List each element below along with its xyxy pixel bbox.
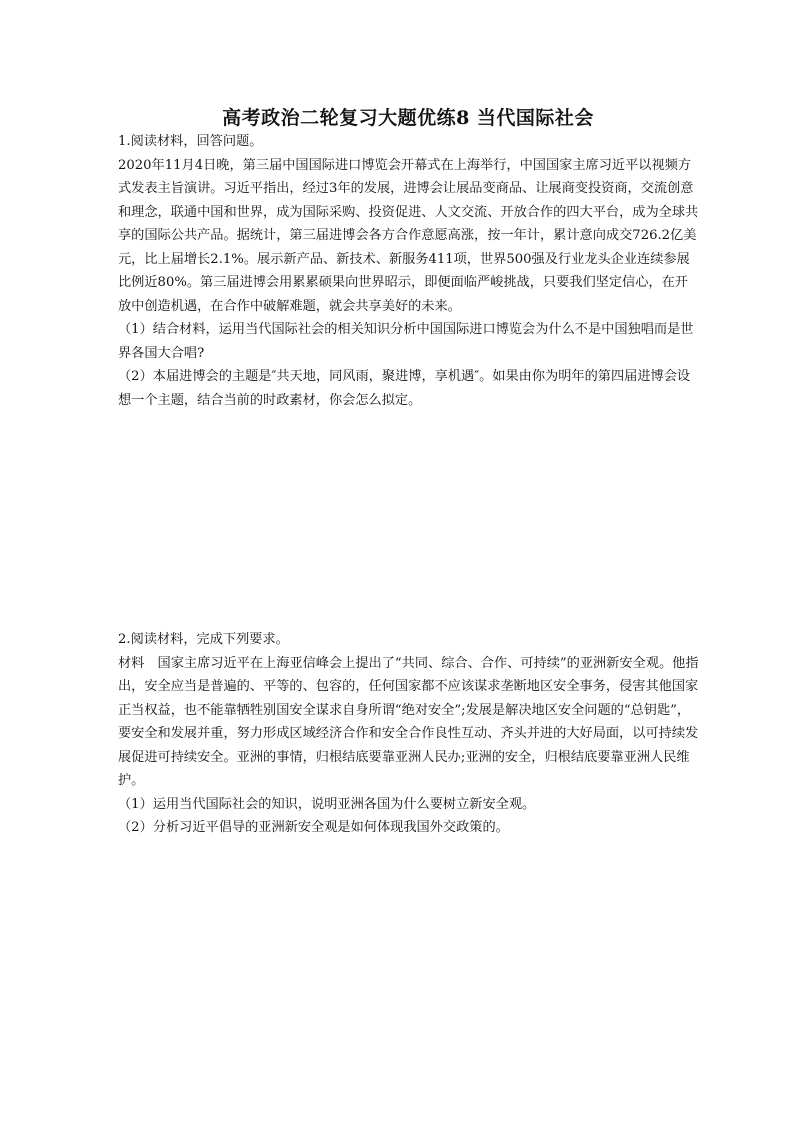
question-2-stem: 2.阅读材料，完成下列要求。	[118, 632, 289, 647]
question-2-sub-1: （1）运用当代国际社会的知识，说明亚洲各国为什么要树立新安全观。	[118, 796, 536, 812]
question-1-sub-1: （1）结合材料，运用当代国际社会的相关知识分析中国国际进口博览会为什么不是中国独唱而是世界各国大合唱?	[118, 322, 694, 361]
question-1-stem: 1.阅读材料，回答问题。	[118, 134, 263, 149]
question-1-sub-2: （2）本届进博会的主题是″共天地，同风雨，聚进博，享机遇″。如果由你为明年的第四届进博会设想一个主题，结合当前的时政素材，你会怎么拟定。	[118, 369, 691, 408]
page-title: 高考政治二轮复习大题优练8 当代国际社会	[222, 107, 594, 129]
question-2-sub-2: （2）分析习近平倡导的亚洲新安全观是如何体现我国外交政策的。	[118, 820, 509, 835]
question-1	[118, 130, 700, 412]
question-1-material: 2020年11月4日晚，第三届中国国际进口博览会开幕式在上海举行，中国国家主席习近平以视频方式发表主旨演讲。习近平指出，经过3年的发展，进博会让展品变商品、让展商变投资商，交流创意和理念，联通中国和世界，成为国际采购、投资促进、人文交流、开放合作的四大平台，成为全球共享的国际公共产品。据统计，第三届进博会各方合作意愿高涨，按一年计，累计意向成交726.2亿美元，比上届增长2.1%。展示新产品、新技术、新服务411项，世界500强及行业龙头企业连续参展比例近80%。第三届进博会用累累硕果向世界昭示，即便面临严峻挑战，只要我们坚定信心，在开放中创造机遇，在合作中破解难题，就会共享美好的未来。	[118, 157, 699, 314]
question-2	[118, 628, 700, 840]
question-2-material: 材料 国家主席习近平在上海亚信峰会上提出了“共同、综合、合作、可持续”的亚洲新安全观。他指出，安全应当是普遍的、平等的、包容的，任何国家都不应该谋求垄断地区安全事务，侵害其他国家正当权益，也不能靠牺牲别国安全谋求自身所谓“绝对安全”;发展是解决地区安全问题的“总钥匙”，要安全和发展并重，努力形成区域经济合作和安全合作良性互动、齐头并进的大好局面，以可持续发展促进可持续安全。亚洲的事情，归根结底要靠亚洲人民办;亚洲的安全，归根结底要靠亚洲人民维护。	[118, 655, 699, 788]
